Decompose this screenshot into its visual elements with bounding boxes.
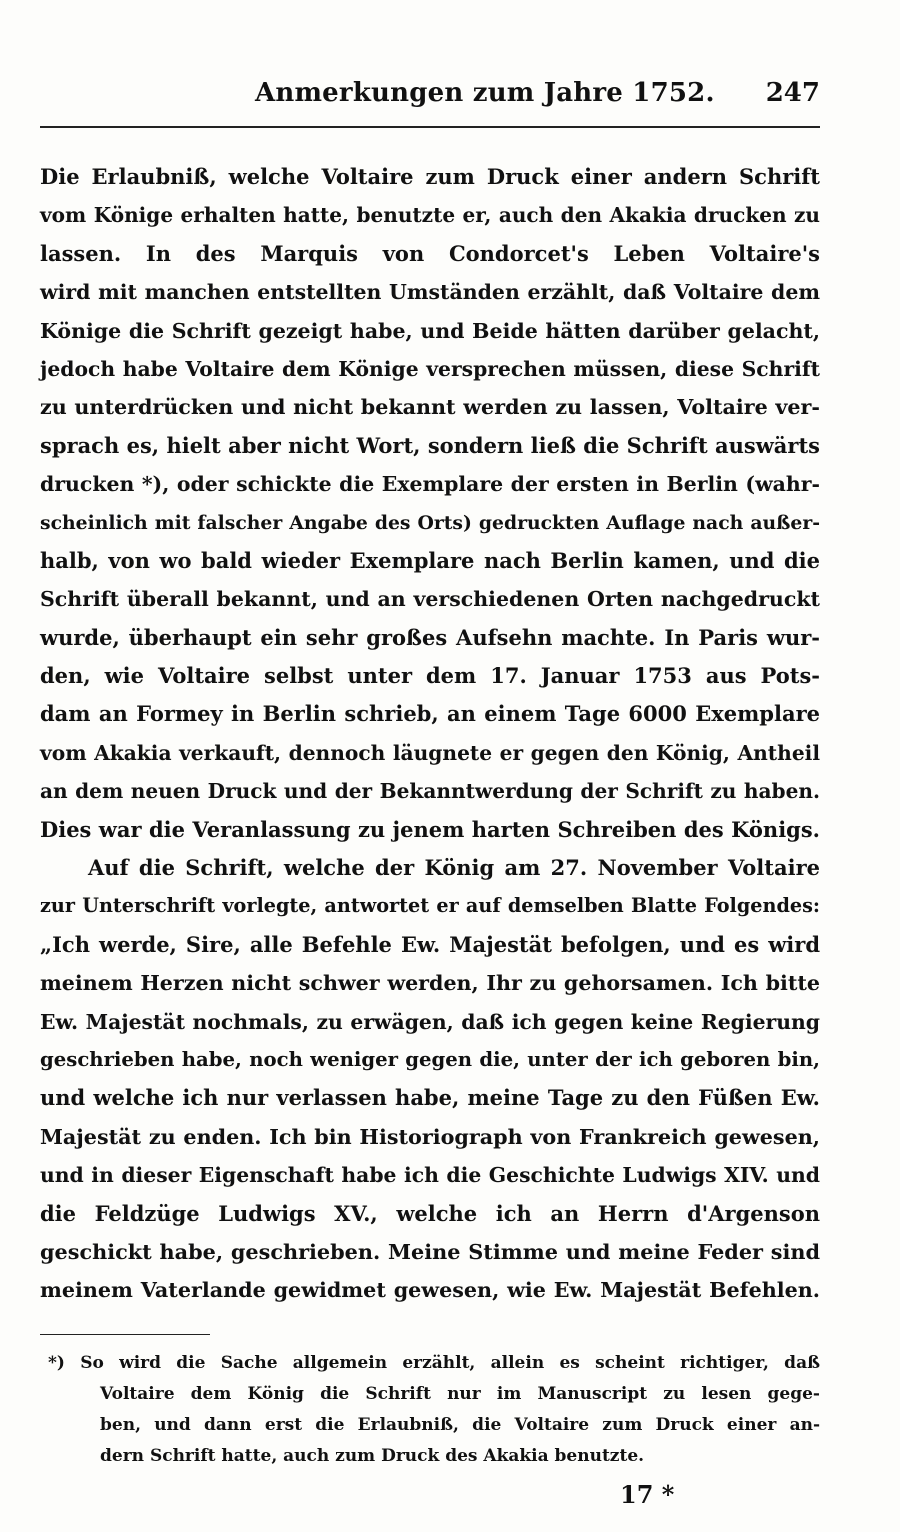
footnote-line: ben, und dann erst die Erlaubniß, die Voltaire zum Druck einer an- xyxy=(100,1415,820,1435)
text-line: lassen. In des Marquis von Condorcet's Leben Voltaire's xyxy=(40,240,820,266)
text-line: wird mit manchen entstellten Umständen erzählt, daß Voltaire dem xyxy=(40,280,820,305)
text-line: den, wie Voltaire selbst unter dem 17. Januar 1753 aus Pots- xyxy=(40,663,820,689)
page-number: 247 xyxy=(765,78,820,108)
text-line: vom Akakia verkauft, dennoch läugnete er gegen den König, Antheil xyxy=(40,740,820,765)
text-line: halb, von wo bald wieder Exemplare nach Berlin kamen, und die xyxy=(40,547,820,573)
text-line: Schrift überall bekannt, und an verschiedenen Orten nachgedruckt xyxy=(40,587,820,612)
footnote-line: *) So wird die Sache allgemein erzählt, allein es scheint richtiger, daß xyxy=(48,1353,820,1373)
text-line: vom Könige erhalten hatte, benutzte er, auch den Akakia drucken zu xyxy=(40,203,820,228)
text-line: drucken *), oder schickte die Exemplare der ersten in Berlin (wahr- xyxy=(40,472,820,497)
text-line: Ew. Majestät nochmals, zu erwägen, daß ich gegen keine Regierung xyxy=(40,1009,820,1034)
text-line: sprach es, hielt aber nicht Wort, sondern ließ die Schrift auswärts xyxy=(40,432,820,458)
text-line: zu unterdrücken und nicht bekannt werden zu lassen, Voltaire ver- xyxy=(40,395,820,420)
text-line: zur Unterschrift vorlegte, antwortet er auf demselben Blatte Folgendes: xyxy=(40,894,820,918)
text-line: meinem Herzen nicht schwer werden, Ihr zu gehorsamen. Ich bitte xyxy=(40,971,820,996)
text-line: Könige die Schrift gezeigt habe, und Beide hätten darüber gelacht, xyxy=(40,318,820,343)
text-line: die Feldzüge Ludwigs XV., welche ich an Herrn d'Argenson xyxy=(40,1200,820,1226)
running-head: Anmerkungen zum Jahre 1752. xyxy=(255,78,715,108)
footnote xyxy=(40,1348,820,1472)
footnote-line: dern Schrift hatte, auch zum Druck des Akakia benutzte. xyxy=(100,1446,645,1466)
text-line: jedoch habe Voltaire dem Könige versprechen müssen, diese Schrift xyxy=(40,356,820,381)
signature-mark: 17 * xyxy=(620,1480,675,1509)
body-text xyxy=(40,158,820,1310)
text-line: an dem neuen Druck und der Bekanntwerdung der Schrift zu haben. xyxy=(40,779,820,804)
text-line: Dies war die Veranlassung zu jenem harten Schreiben des Königs. xyxy=(40,816,820,842)
text-line: meinem Vaterlande gewidmet gewesen, wie Ew. Majestät Befehlen. xyxy=(40,1278,820,1303)
page-header xyxy=(40,78,820,118)
footnote-line: Voltaire dem König die Schrift nur im Manuscript zu lesen gege- xyxy=(100,1384,820,1404)
text-line: dam an Formey in Berlin schrieb, an einem Tage 6000 Exemplare xyxy=(40,701,820,727)
header-rule xyxy=(40,126,820,128)
text-line: Majestät zu enden. Ich bin Historiograph von Frankreich gewesen, xyxy=(40,1124,820,1149)
text-line: geschrieben habe, noch weniger gegen die, unter der ich geboren bin, xyxy=(40,1047,820,1071)
text-line: wurde, überhaupt ein sehr großes Aufsehn machte. In Paris wur- xyxy=(40,624,820,650)
text-line: Auf die Schrift, welche der König am 27. November Voltaire xyxy=(88,855,820,881)
text-line: „Ich werde, Sire, alle Befehle Ew. Majestät befolgen, und es wird xyxy=(40,931,820,957)
text-line: geschickt habe, geschrieben. Meine Stimme und meine Feder sind xyxy=(40,1238,820,1264)
text-line: und in dieser Eigenschaft habe ich die Geschichte Ludwigs XIV. und xyxy=(40,1163,820,1188)
text-line: scheinlich mit falscher Angabe des Orts) gedruckten Auflage nach außer- xyxy=(40,511,820,534)
text-line: Die Erlaubniß, welche Voltaire zum Druck einer andern Schrift xyxy=(40,164,820,189)
footnote-rule xyxy=(40,1334,210,1335)
text-line: und welche ich nur verlassen habe, meine Tage zu den Füßen Ew. xyxy=(40,1085,820,1111)
